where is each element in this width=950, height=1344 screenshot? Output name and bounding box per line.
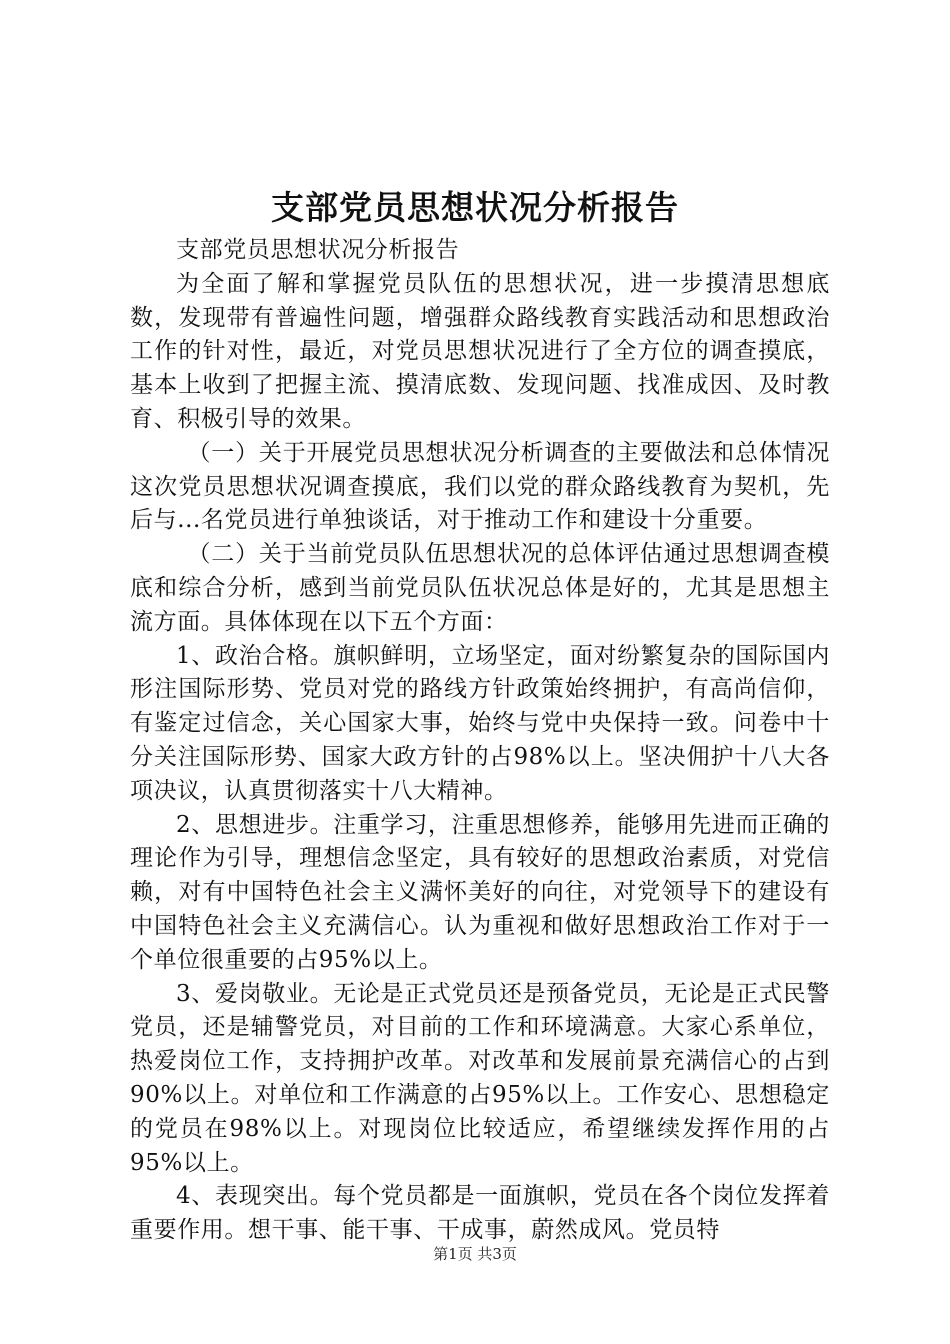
paragraph-point-3: 3、爱岗敬业。无论是正式党员还是预备党员，无论是正式民警党员，还是辅警党员，对目前的工作和环境满意。大家心系单位，热爱岗位工作，支持拥护改革。对改革和发展前景充满信心的占到90%以上。对单位和工作满意的占95%以上。工作安心、思想稳定的党员在98%以上。对现岗位比较适应，希望继续发挥作用的占95%以上。 — [130, 980, 830, 1176]
document-title: 支部党员思想状况分析报告 — [271, 188, 679, 227]
paragraph-intro: 为全面了解和掌握党员队伍的思想状况，进一步摸清思想底数，发现带有普遍性问题，增强群众路线教育实践活动和思想政治工作的针对性，最近，对党员思想状况进行了全方位的调查摸底，基本上收到了把握主流、摸清底数、发现问题、找准成因、及时教育、积极引导的效果。 — [130, 270, 830, 432]
paragraph-section-2: （二）关于当前党员队伍思想状况的总体评估通过思想调查模底和综合分析，感到当前党员队伍状况总体是好的，尤其是思想主流方面。具体体现在以下五个方面： — [130, 541, 830, 635]
paragraph-point-1: 1、政治合格。旗帜鲜明，立场坚定，面对纷繁复杂的国际国内形注国际形势、党员对党的路线方针政策始终拥护，有高尚信仰，有鉴定过信念，关心国家大事，始终与党中央保持一致。问卷中十分关注国际形势、国家大政方针的占98%以上。坚决佣护十八大各项决议，认真贯彻落实十八大精神。 — [130, 642, 830, 804]
page-indicator: 第1页 共3页 — [433, 1245, 517, 1263]
document-body — [130, 234, 830, 1248]
paragraph-point-2: 2、思想进步。注重学习，注重思想修养，能够用先进而正确的理论作为引导，理想信念坚定，具有较好的思想政治素质，对党信赖，对有中国特色社会主义满怀美好的向往，对党领导下的建设有中国特色社会主义充满信心。认为重视和做好思想政治工作对于一个单位很重要的占95%以上。 — [130, 811, 830, 973]
paragraph-subtitle: 支部党员思想状况分析报告 — [176, 237, 460, 263]
paragraph-section-1: （一）关于开展党员思想状况分析调查的主要做法和总体情况这次党员思想状况调查摸底，我们以党的群众路线教育为契机，先后与...名党员进行单独谈话，对于推动工作和建设十分重要。 — [130, 439, 830, 534]
paragraph-point-4: 4、表现突出。每个党员都是一面旗帜，党员在各个岗位发挥着重要作用。想干事、能干事、干成事，蔚然成风。党员特 — [130, 1183, 830, 1244]
